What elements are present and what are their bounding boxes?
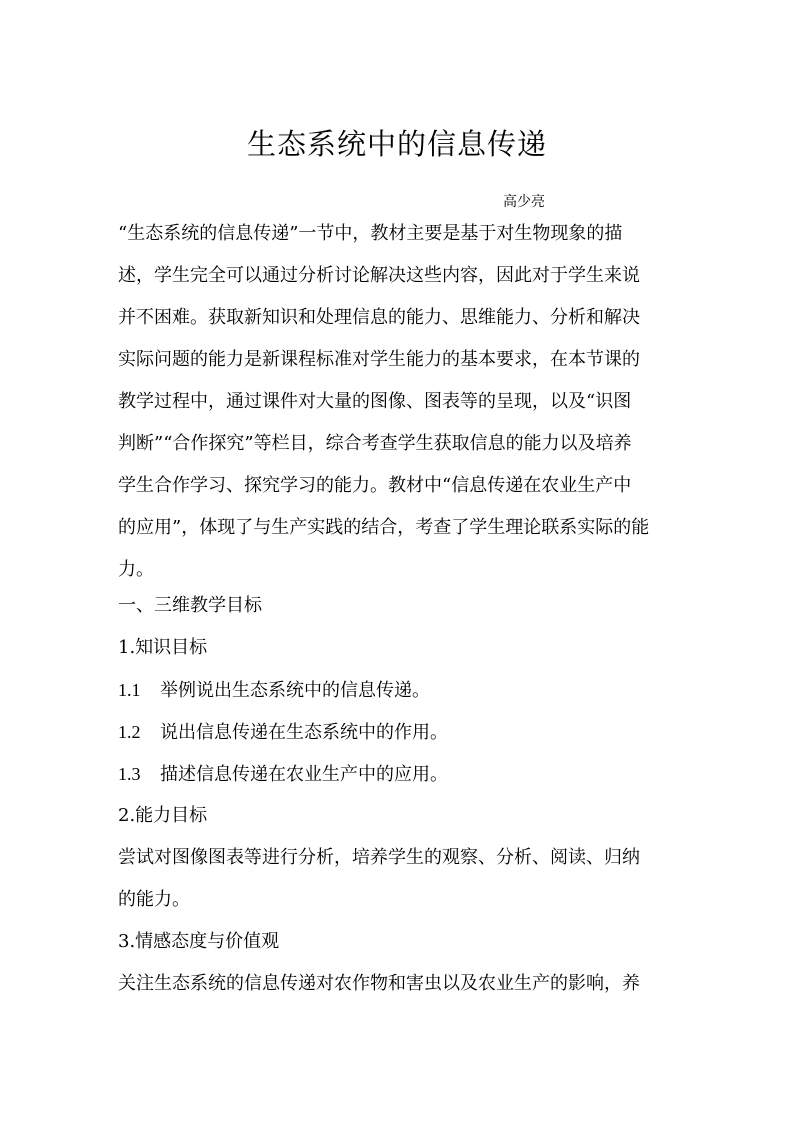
emotion-paragraph xyxy=(118,963,688,1005)
knowledge-item xyxy=(118,753,688,795)
item-number: 1.2 xyxy=(118,722,141,742)
ability-heading: 2.能力目标 xyxy=(118,805,208,826)
intro-line: 判断”“合作探究”等栏目，综合考查学生获取信息的能力以及培养 xyxy=(118,433,632,454)
ability-line: 尝试对图像图表等进行分析，培养学生的观察、分析、阅读、归纳 xyxy=(118,847,640,868)
intro-paragraph xyxy=(118,213,688,591)
knowledge-list xyxy=(118,669,688,795)
emotion-heading: 3.情感态度与价值观 xyxy=(118,931,280,952)
intro-line: 实际问题的能力是新课程标准对学生能力的基本要求，在本节课的 xyxy=(118,349,640,370)
section-heading: 一、三维教学目标 xyxy=(118,595,262,616)
document-title: 生态系统中的信息传递 xyxy=(246,127,547,161)
knowledge-heading: 1.知识目标 xyxy=(118,637,208,658)
item-text: 举例说出生态系统中的信息传递。 xyxy=(160,680,430,701)
item-text: 说出信息传递在生态系统中的作用。 xyxy=(160,722,448,743)
item-number: 1.1 xyxy=(118,680,141,700)
item-text: 描述信息传递在农业生产中的应用。 xyxy=(160,764,448,785)
author-name: 高少亮 xyxy=(503,194,545,210)
knowledge-item xyxy=(118,711,688,753)
intro-line: 力。 xyxy=(118,559,154,580)
item-number: 1.3 xyxy=(118,764,141,784)
emotion-line: 关注生态系统的信息传递对农作物和害虫以及农业生产的影响，养 xyxy=(118,973,640,994)
intro-line: 教学过程中，通过课件对大量的图像、图表等的呈现，以及“识图 xyxy=(118,391,632,412)
intro-line: 并不困难。获取新知识和处理信息的能力、思维能力、分析和解决 xyxy=(118,307,640,328)
intro-line: “生态系统的信息传递”一节中，教材主要是基于对生物现象的描 xyxy=(118,223,623,244)
ability-line: 的能力。 xyxy=(118,889,190,910)
intro-line: 学生合作学习、探究学习的能力。教材中“信息传递在农业生产中 xyxy=(118,475,632,496)
ability-paragraph xyxy=(118,837,688,921)
intro-line: 述，学生完全可以通过分析讨论解决这些内容，因此对于学生来说 xyxy=(118,265,640,286)
intro-line: 的应用”，体现了与生产实践的结合，考查了学生理论联系实际的能 xyxy=(118,517,650,538)
knowledge-item xyxy=(118,669,688,711)
